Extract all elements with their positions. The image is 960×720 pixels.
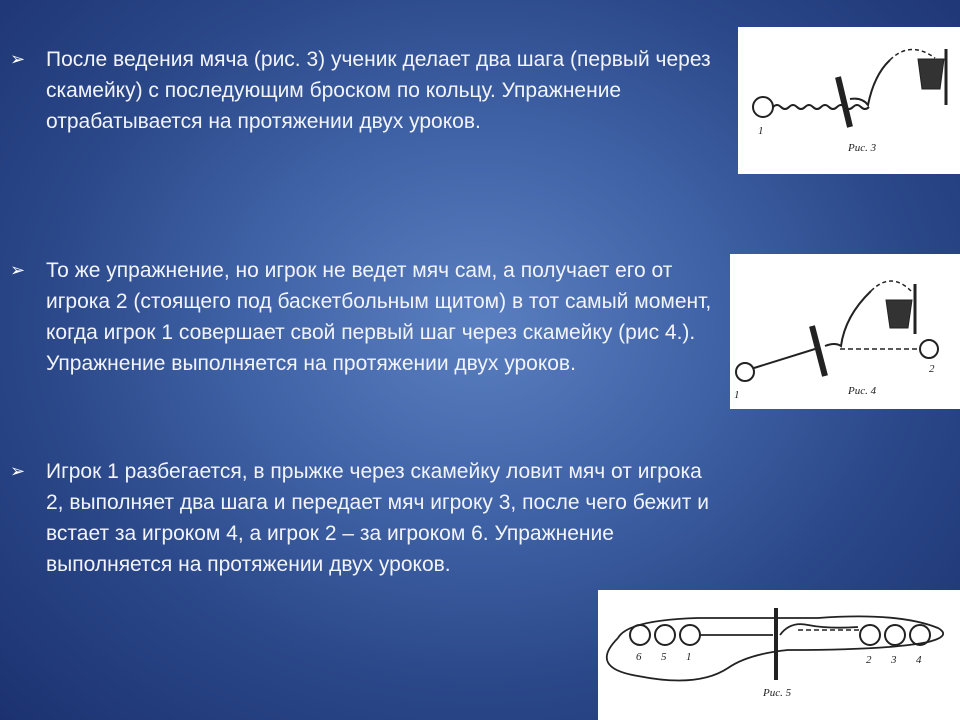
label-4: 4 bbox=[916, 654, 922, 666]
player-6-circle bbox=[630, 625, 650, 645]
label-3: 3 bbox=[891, 654, 897, 666]
arrow-bullet-icon: ➢ bbox=[10, 260, 26, 280]
player-1-label: 1 bbox=[734, 389, 740, 401]
player-2-circle bbox=[920, 340, 938, 358]
player-3-circle bbox=[885, 625, 905, 645]
figure-5 bbox=[598, 590, 960, 720]
bullet-3-text: Игрок 1 разбегается, в прыжке через скамейку ловит мяч от игрока 2, выполняет два шага и передает мяч игроку 3, после чего бежит и встает за игроком 4, а игрок 2 – за игроком 6. Упражнение выполняется на протяжении двух уроков. bbox=[46, 460, 709, 576]
figure-3-caption: Рис. 3 bbox=[848, 142, 877, 154]
label-1: 1 bbox=[686, 651, 692, 663]
steps-path bbox=[825, 291, 871, 346]
player-4-circle bbox=[910, 625, 930, 645]
arrow-bullet-icon: ➢ bbox=[10, 49, 26, 69]
basket-icon bbox=[886, 300, 912, 328]
figure-4 bbox=[730, 254, 960, 409]
figure-4-caption: Рис. 4 bbox=[848, 385, 877, 397]
player-label: 1 bbox=[758, 125, 764, 137]
figure-3 bbox=[738, 27, 960, 174]
figure-5-drawing bbox=[598, 590, 960, 720]
basket-icon bbox=[918, 59, 944, 89]
figure-4-drawing bbox=[730, 254, 960, 409]
run-line bbox=[754, 349, 815, 368]
figure-5-caption: Рис. 5 bbox=[763, 687, 792, 699]
shot-path bbox=[890, 49, 935, 60]
player-1-circle bbox=[736, 363, 754, 381]
label-5: 5 bbox=[661, 651, 667, 663]
player-1-circle bbox=[680, 625, 700, 645]
player-2-circle bbox=[860, 625, 880, 645]
bullet-2-text: То же упражнение, но игрок не ведет мяч сам, а получает его от игрока 2 (стоящего под баскетбольным щитом) в тот самый момент, когда игрок 1 совершает свой первый шаг через скамейку (рис 4.). Упражнение выполняется на протяжении двух уроков. bbox=[46, 259, 712, 375]
bench bbox=[838, 77, 850, 127]
arrow-bullet-icon: ➢ bbox=[10, 461, 26, 481]
shot-path bbox=[871, 281, 911, 291]
dribble-path bbox=[773, 105, 869, 109]
player-2-label: 2 bbox=[929, 363, 935, 375]
bench bbox=[812, 326, 825, 376]
bullet-1-text: После ведения мяча (рис. 3) ученик делает два шага (первый через скамейку) с последующим броском по кольцу. Упражнение отрабатывается на протяжении двух уроков. bbox=[46, 48, 711, 133]
steps-path bbox=[850, 60, 890, 105]
label-2: 2 bbox=[866, 654, 872, 666]
label-6: 6 bbox=[636, 651, 642, 663]
figure-3-drawing bbox=[738, 27, 960, 174]
player-circle bbox=[753, 97, 773, 117]
player-5-circle bbox=[655, 625, 675, 645]
